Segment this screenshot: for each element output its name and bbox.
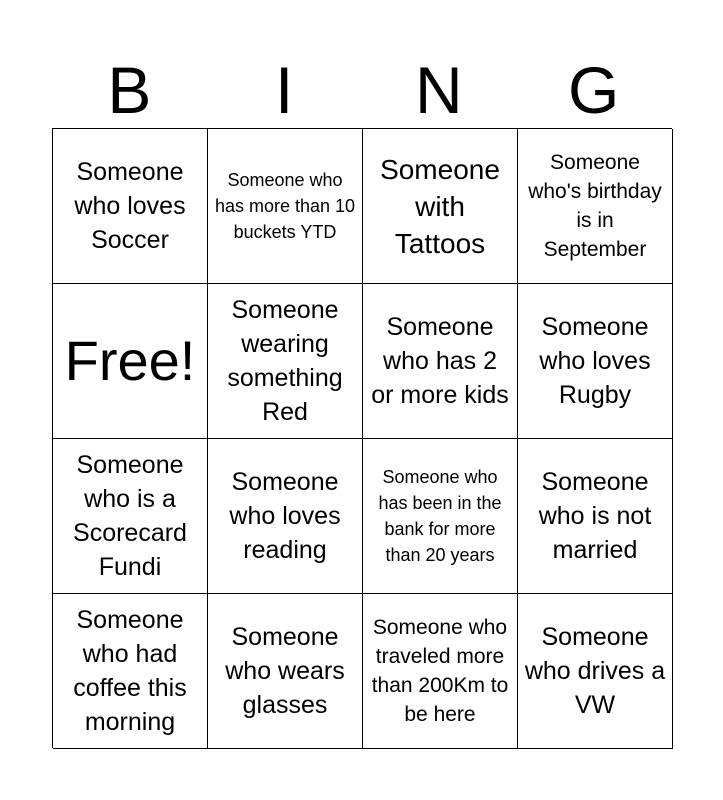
bingo-cell[interactable]	[53, 594, 208, 749]
bingo-cell-text: Someone who has been in the bank for more than 20 years	[378, 467, 502, 565]
bingo-card-grid	[52, 128, 672, 748]
free-space-cell[interactable]	[53, 284, 208, 439]
bingo-cell-text: Someone who traveled more than 200Km to be here	[371, 616, 509, 726]
bingo-cell[interactable]	[518, 439, 673, 594]
bingo-cell[interactable]	[363, 439, 518, 594]
bingo-cell-text: Someone who loves Soccer	[74, 158, 186, 254]
bingo-cell[interactable]	[518, 129, 673, 284]
header-letter-b: B	[107, 53, 152, 127]
bingo-header	[52, 52, 671, 128]
bingo-cell[interactable]	[363, 129, 518, 284]
bingo-cell[interactable]	[53, 439, 208, 594]
bingo-cell[interactable]	[208, 129, 363, 284]
bingo-cell[interactable]	[53, 129, 208, 284]
bingo-cell-text: Someone who had coffee this morning	[73, 606, 187, 736]
bingo-cell[interactable]	[518, 284, 673, 439]
bingo-cell-text: Someone wearing something Red	[227, 296, 343, 426]
bingo-cell[interactable]	[208, 284, 363, 439]
bingo-cell-text: Free!	[64, 329, 196, 392]
bingo-cell[interactable]	[363, 594, 518, 749]
bingo-cell-text: Someone who is not married	[538, 468, 652, 564]
bingo-cell-text: Someone who loves reading	[229, 468, 341, 564]
bingo-cell[interactable]	[518, 594, 673, 749]
bingo-cell-text: Someone who is a Scorecard Fundi	[73, 451, 187, 581]
header-letter-i: I	[274, 53, 294, 127]
header-letter-g: G	[567, 53, 620, 127]
bingo-cell-text: Someone who's birthday is in September	[528, 151, 662, 261]
bingo-cell[interactable]	[363, 284, 518, 439]
bingo-cell-text: Someone who loves Rugby	[539, 313, 651, 409]
bingo-cell-text: Someone with Tattoos	[380, 153, 500, 259]
bingo-cell[interactable]	[208, 439, 363, 594]
bingo-cell[interactable]	[208, 594, 363, 749]
header-letter-n: N	[415, 53, 463, 127]
bingo-cell-text: Someone who has more than 10 buckets YTD	[214, 170, 356, 242]
bingo-cell-text: Someone who drives a VW	[524, 623, 666, 719]
bingo-cell-text: Someone who wears glasses	[225, 623, 345, 719]
bingo-cell-text: Someone who has 2 or more kids	[371, 313, 509, 409]
